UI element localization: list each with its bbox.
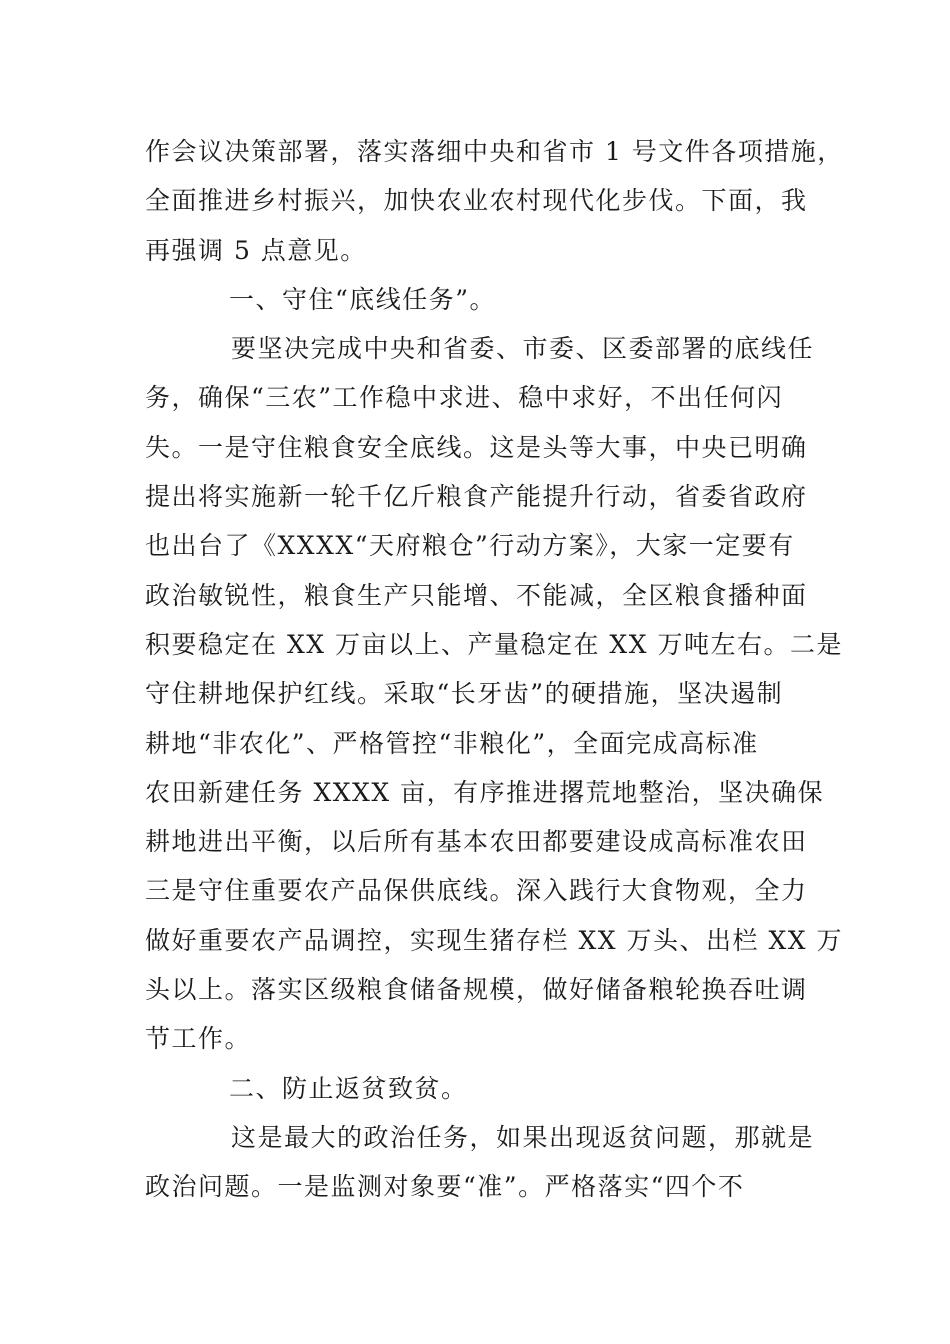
section-heading-1: 一、守住“底线任务”。 (229, 284, 497, 314)
text-line: 做好重要农产品调控，实现生猪存栏 XX 万头、出栏 XX 万 (145, 925, 843, 955)
text-line: 失。一是守住粮食安全底线。这是头等大事，中央已明确 (145, 432, 808, 462)
text-line: 提出将实施新一轮千亿斤粮食产能提升行动，省委省政府 (145, 482, 808, 512)
text-line: 全面推进乡村振兴，加快农业农村现代化步伐。下面，我 (145, 186, 808, 216)
text-line: 积要稳定在 XX 万亩以上、产量稳定在 XX 万吨左右。二是 (145, 629, 843, 659)
text-line: 节工作。 (145, 1024, 252, 1054)
text-line: 务，确保“三农”工作稳中求进、稳中求好，不出任何闪 (145, 383, 784, 413)
text-line: 政治问题。一是监测对象要“准”。严格落实“四个不 (145, 1172, 745, 1202)
text-line: 守住耕地保护红线。采取“长牙齿”的硬措施，坚决遏制 (145, 679, 784, 709)
text-line: 耕地进出平衡，以后所有基本农田都要建设成高标准农田 (145, 827, 808, 857)
text-line: 三是守住重要农产品保供底线。深入践行大食物观，全力 (145, 876, 808, 906)
text-line: 耕地“非农化”、严格管控“非粮化”，全面完成高标准 (145, 728, 759, 758)
text-line: 头以上。落实区级粮食储备规模，做好储备粮轮换吞吐调 (145, 975, 808, 1005)
text-line: 这是最大的政治任务，如果出现返贫问题，那就是 (231, 1122, 815, 1152)
text-line: 要坚决完成中央和省委、市委、区委部署的底线任 (231, 334, 815, 364)
section-heading-2: 二、防止返贫致贫。 (229, 1073, 468, 1103)
text-line: 也出台了《XXXX“天府粮仓”行动方案》，大家一定要有 (145, 531, 795, 561)
body-text (145, 127, 844, 1212)
text-line: 政治敏锐性，粮食生产只能增、不能减，全区粮食播种面 (145, 580, 808, 610)
text-line: 再强调 5 点意见。 (145, 235, 367, 265)
text-line: 农田新建任务 XXXX 亩，有序推进撂荒地整治，坚决确保 (145, 777, 825, 807)
text-line: 作会议决策部署，落实落细中央和省市 1 号文件各项措施， (145, 137, 844, 166)
